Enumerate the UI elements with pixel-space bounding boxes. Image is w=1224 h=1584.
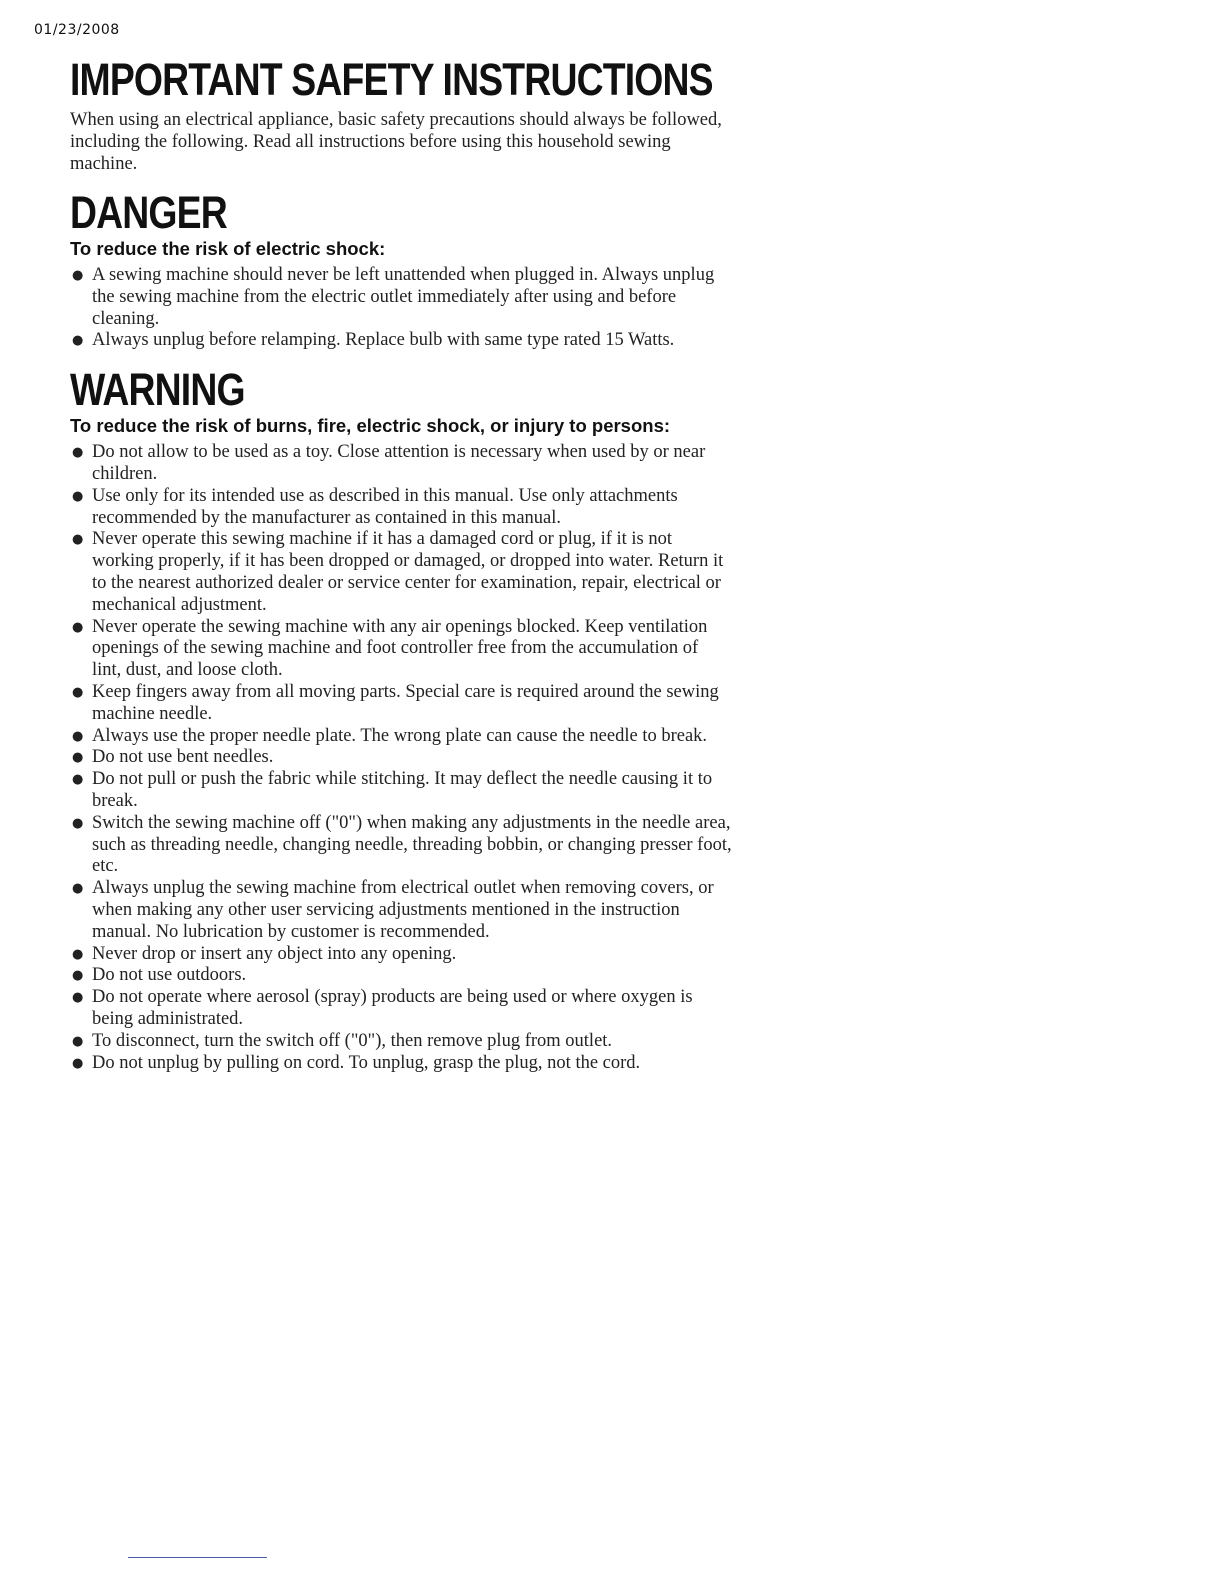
list-item [70,682,732,726]
bullet-icon: ● [72,488,84,504]
list-item [70,944,732,966]
bullet-icon: ● [72,684,84,700]
list-item [70,330,732,352]
page-title: IMPORTANT SAFETY INSTRUCTIONS [70,54,713,105]
danger-section [70,189,750,352]
bullet-icon: ● [72,619,84,635]
list-item-text: Do not unplug by pulling on cord. To unplug, grasp the plug, not the cord. [92,1052,641,1073]
list-item-text: To disconnect, turn the switch off ("0"), then remove plug from outlet. [92,1030,613,1051]
list-item-text: Always unplug before relamping. Replace bulb with same type rated 15 Watts. [92,330,675,351]
danger-heading: DANGER [70,187,227,238]
bullet-icon: ● [72,445,84,461]
bullet-icon: ● [72,772,84,788]
list-item [70,1031,732,1053]
bullet-icon: ● [72,728,84,744]
list-item-text: Always use the proper needle plate. The wrong plate can cause the needle to break. [92,725,708,746]
footer-rule [128,1557,267,1558]
list-item-text: Switch the sewing machine off ("0") when making any adjustments in the needle area, such as threading needle, changing needle, threading bobbin, or changing presser foot, etc. [92,812,732,877]
list-item [70,529,732,616]
bullet-icon: ● [72,815,84,831]
list-item [70,1053,732,1075]
list-item-text: Never operate this sewing machine if it has a damaged cord or plug, if it is not working properly, if it has been dropped or damaged, or dropped into water. Return it to the nearest authorized dealer or service center for examination, repair, electrical or mechanical adjustment. [92,529,724,615]
list-item [70,878,732,943]
list-item [70,769,732,813]
warning-subheading: To reduce the risk of burns, fire, electric shock, or injury to persons: [70,415,671,437]
list-item [70,987,732,1031]
bullet-icon: ● [72,990,84,1006]
list-item-text: Do not pull or push the fabric while stitching. It may deflect the needle causing it to break. [92,769,713,811]
bullet-icon: ● [72,946,84,962]
list-item-text: Never drop or insert any object into any opening. [92,943,457,964]
list-item-text: Do not use bent needles. [92,747,274,768]
danger-list [70,265,750,352]
danger-subheading: To reduce the risk of electric shock: [70,238,386,259]
list-item-text: Do not allow to be used as a toy. Close attention is necessary when used by or near children. [92,442,706,484]
list-item-text: Use only for its intended use as described in this manual. Use only attachments recommended by the manufacturer as contained in this manual. [92,485,678,528]
bullet-icon: ● [72,333,84,349]
warning-heading: WARNING [70,364,245,416]
list-item [70,617,732,682]
bullet-icon: ● [72,268,84,283]
list-item [70,486,732,530]
list-item-text: Do not operate where aerosol (spray) products are being used or where oxygen is being administrated. [92,987,693,1029]
list-item [70,813,732,878]
bullet-icon: ● [72,1055,84,1071]
bullet-icon: ● [72,968,84,984]
list-item-text: A sewing machine should never be left unattended when plugged in. Always unplug the sewing machine from the electric outlet immediately after using and before cleaning. [92,265,715,329]
date-stamp: 01/23/2008 [34,22,120,38]
warning-list [70,442,750,1074]
intro-paragraph: When using an electrical appliance, basic safety precautions should always be followed, including the following. Read all instructions before using this household sewing machine. [70,110,722,174]
bullet-icon: ● [72,532,84,548]
list-item [70,726,732,748]
list-item-text: Keep fingers away from all moving parts. Special care is required around the sewing machine needle. [92,681,719,724]
list-item [70,442,732,486]
bullet-icon: ● [72,750,84,766]
list-item [70,747,732,769]
list-item-text: Never operate the sewing machine with any air openings blocked. Keep ventilation openings of the sewing machine and foot controller free from the accumulation of lint, dust, and loose cloth. [92,616,708,681]
list-item-text: Always unplug the sewing machine from electrical outlet when removing covers, or when making any other user servicing adjustments mentioned in the instruction manual. No lubrication by customer is recommended. [92,878,714,942]
list-item-text: Do not use outdoors. [92,965,247,986]
bullet-icon: ● [72,1033,84,1049]
bullet-icon: ● [72,881,84,897]
warning-section [70,366,750,1074]
safety-instructions-page [70,56,750,1074]
list-item [70,965,732,987]
list-item [70,265,732,330]
